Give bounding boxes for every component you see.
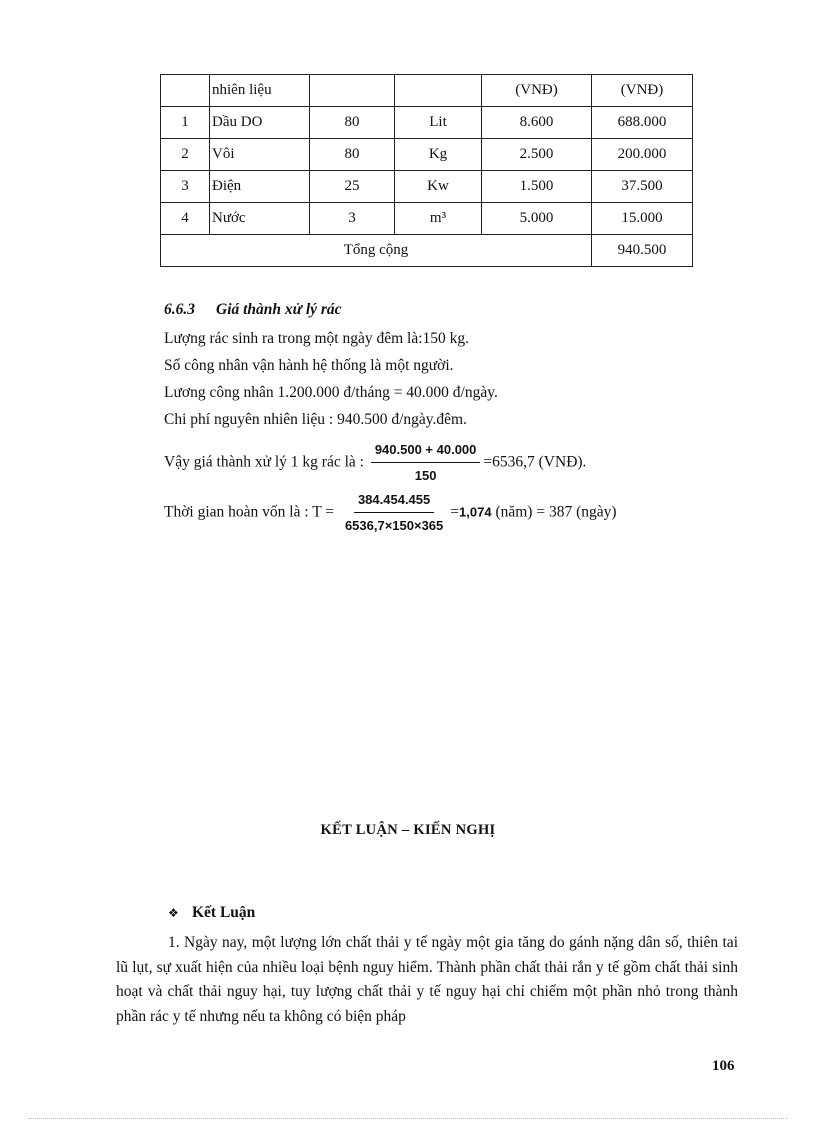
unit-price: 8.600 bbox=[482, 107, 592, 139]
section-heading bbox=[164, 301, 342, 319]
amount: (VNĐ) bbox=[592, 75, 693, 107]
text-line: Số công nhân vận hành hệ thống là một người. bbox=[164, 357, 454, 374]
conclusion-subheading: ❖ Kết Luận bbox=[168, 904, 256, 921]
unit-price: 5.000 bbox=[482, 203, 592, 235]
total-value: 940.500 bbox=[592, 235, 693, 267]
text-line: Chi phí nguyên nhiên liệu : 940.500 đ/ngày.đêm. bbox=[164, 411, 467, 428]
payback-result: 1,074 bbox=[459, 504, 492, 520]
material-name: Điện bbox=[210, 171, 310, 203]
conclusion-title: KẾT LUẬN – KIẾN NGHỊ bbox=[320, 822, 496, 838]
table-row: 3 Điện 25 Kw 1.500 37.500 bbox=[161, 171, 693, 203]
section-title: Giá thành xử lý rác bbox=[216, 301, 342, 318]
unit-price: (VNĐ) bbox=[482, 75, 592, 107]
table-row: 4 Nước 3 m³ 5.000 15.000 bbox=[161, 203, 693, 235]
material-name: Nước bbox=[210, 203, 310, 235]
table-row bbox=[161, 75, 693, 107]
material-name: Dầu DO bbox=[210, 107, 310, 139]
total-label: Tổng cộng bbox=[161, 235, 592, 267]
payback-formula: Thời gian hoàn vốn là : T = $\frac{384.454.455}{6536,7\times 150\times 365}$ =1,074 (năm) = 387 (ngày) bbox=[164, 490, 617, 536]
unit-price: 2.500 bbox=[482, 139, 592, 171]
material-name: nhiên liệu bbox=[210, 75, 310, 107]
table-total-row bbox=[161, 235, 693, 267]
section-number: 6.6.3 bbox=[164, 301, 195, 318]
unit-price: 1.500 bbox=[482, 171, 592, 203]
unit-cost-formula: Vậy giá thành xử lý 1 kg rác là : $\frac{940.500 + 40.000}{150}$ =6536,7 (VNĐ). bbox=[164, 440, 586, 486]
conclusion-paragraph: 1. Ngày nay, một lượng lớn chất thải y tế ngày một gia tăng do gánh nặng dân số, thiên tai lũ lụt, sự xuất hiện của nhiều loại bệnh nguy hiểm. Thành phần chất thải rắn y tế gồm chất thải sinh hoạt và chất thải nguy hại, tuy lượng chất thải y tế nguy hại chỉ chiếm một phần nhỏ trong thành phần rác y tế nhưng nếu ta không có biện pháp bbox=[116, 934, 738, 1025]
page-bottom-rule bbox=[28, 1118, 788, 1119]
amount: 37.500 bbox=[592, 171, 693, 203]
table-row: 1 Dầu DO 80 Lit 8.600 688.000 bbox=[161, 107, 693, 139]
table-row: 2 Vôi 80 Kg 2.500 200.000 bbox=[161, 139, 693, 171]
fraction: $\frac{384.454.455}{6536,7\times 150\times 365}$ bbox=[344, 492, 444, 533]
diamond-bullet-icon: ❖ bbox=[168, 906, 179, 920]
amount: 688.000 bbox=[592, 107, 693, 139]
page-number: 106 bbox=[712, 1058, 735, 1074]
text-line: Lương công nhân 1.200.000 đ/tháng = 40.000 đ/ngày. bbox=[164, 384, 498, 401]
amount: 200.000 bbox=[592, 139, 693, 171]
material-name: Vôi bbox=[210, 139, 310, 171]
amount: 15.000 bbox=[592, 203, 693, 235]
fraction: $\frac{940.500 + 40.000}{150}$ bbox=[371, 440, 481, 486]
text-line: Lượng rác sinh ra trong một ngày đêm là:150 kg. bbox=[164, 330, 470, 347]
cost-table bbox=[160, 74, 693, 267]
